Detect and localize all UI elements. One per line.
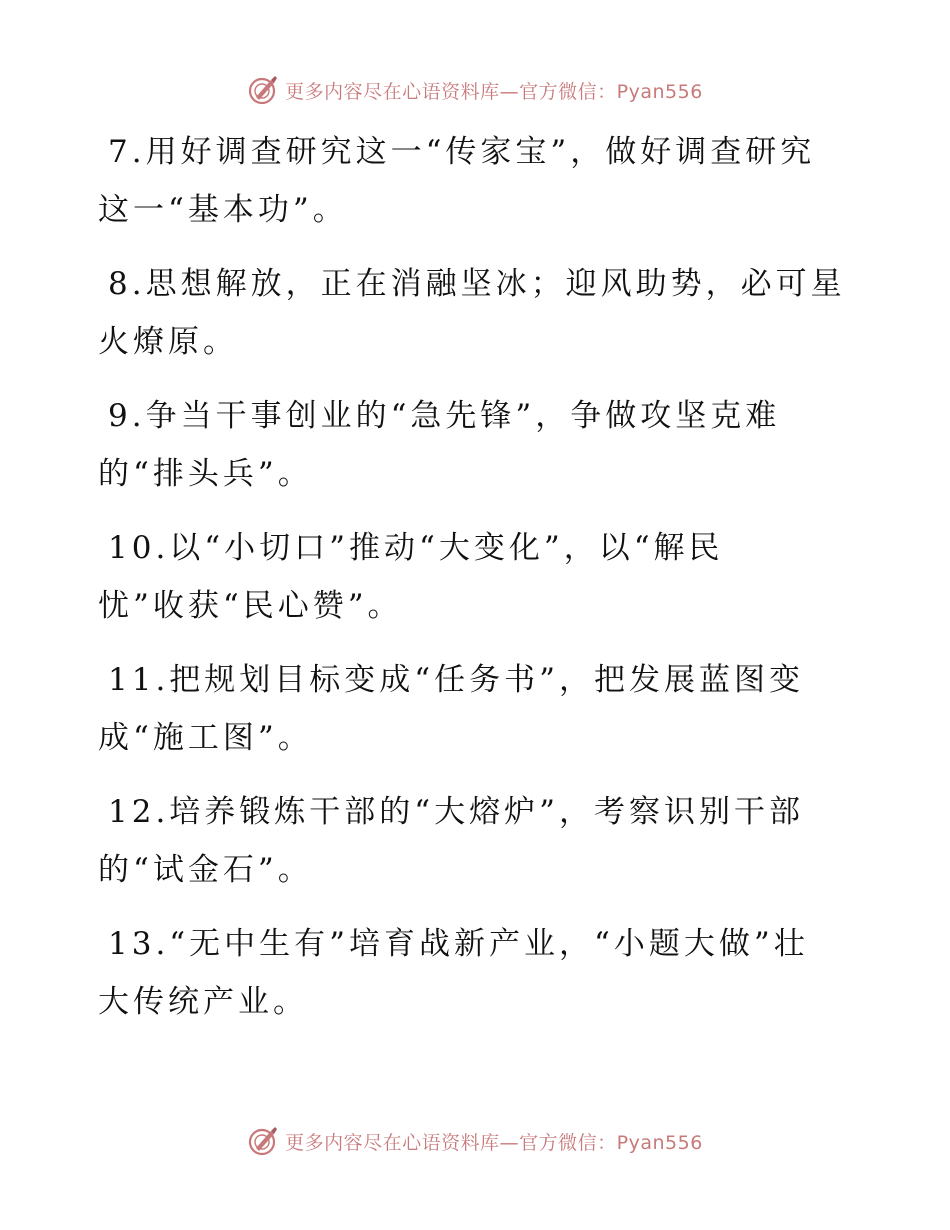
- pen-logo-icon: [247, 1125, 279, 1157]
- list-item: [98, 651, 858, 767]
- pen-logo-icon: [247, 74, 279, 106]
- document-body: [98, 123, 858, 1047]
- item-line: 8.思想解放，正在消融坚冰；迎风助势，必可星: [108, 266, 846, 302]
- header-watermark: [0, 70, 950, 110]
- item-line: 忧”收获“民心赞”。: [98, 588, 403, 624]
- watermark-text: 更多内容尽在心语资料库—官方微信：Pyan556: [285, 80, 703, 103]
- list-item: [98, 783, 858, 899]
- list-item: [98, 915, 858, 1031]
- footer-watermark: [0, 1121, 950, 1161]
- item-line: 的“排头兵”。: [98, 456, 313, 492]
- item-line: 大传统产业。: [98, 984, 308, 1020]
- item-line: 的“试金石”。: [98, 852, 313, 888]
- item-line: 10.以“小切口”推动“大变化”，以“解民: [108, 530, 724, 566]
- item-line: 11.把规划目标变成“任务书”，把发展蓝图变: [108, 662, 804, 698]
- item-line: 火燎原。: [98, 324, 238, 360]
- list-item: [98, 387, 858, 503]
- item-line: 成“施工图”。: [98, 720, 313, 756]
- watermark-wechat-id: Pyan556: [616, 1131, 703, 1154]
- item-line: 12.培养锻炼干部的“大熔炉”，考察识别干部: [108, 794, 804, 830]
- watermark-wechat-id: Pyan556: [616, 80, 703, 103]
- list-item: [98, 255, 858, 371]
- list-item: [98, 123, 858, 239]
- item-line: 9.争当干事创业的“急先锋”，争做攻坚克难: [108, 398, 781, 434]
- watermark-text: 更多内容尽在心语资料库—官方微信：Pyan556: [285, 1131, 703, 1154]
- item-line: 7.用好调查研究这一“传家宝”，做好调查研究: [108, 134, 816, 170]
- item-line: 13.“无中生有”培育战新产业，“小题大做”壮: [108, 926, 809, 962]
- list-item: [98, 519, 858, 635]
- item-line: 这一“基本功”。: [98, 192, 348, 228]
